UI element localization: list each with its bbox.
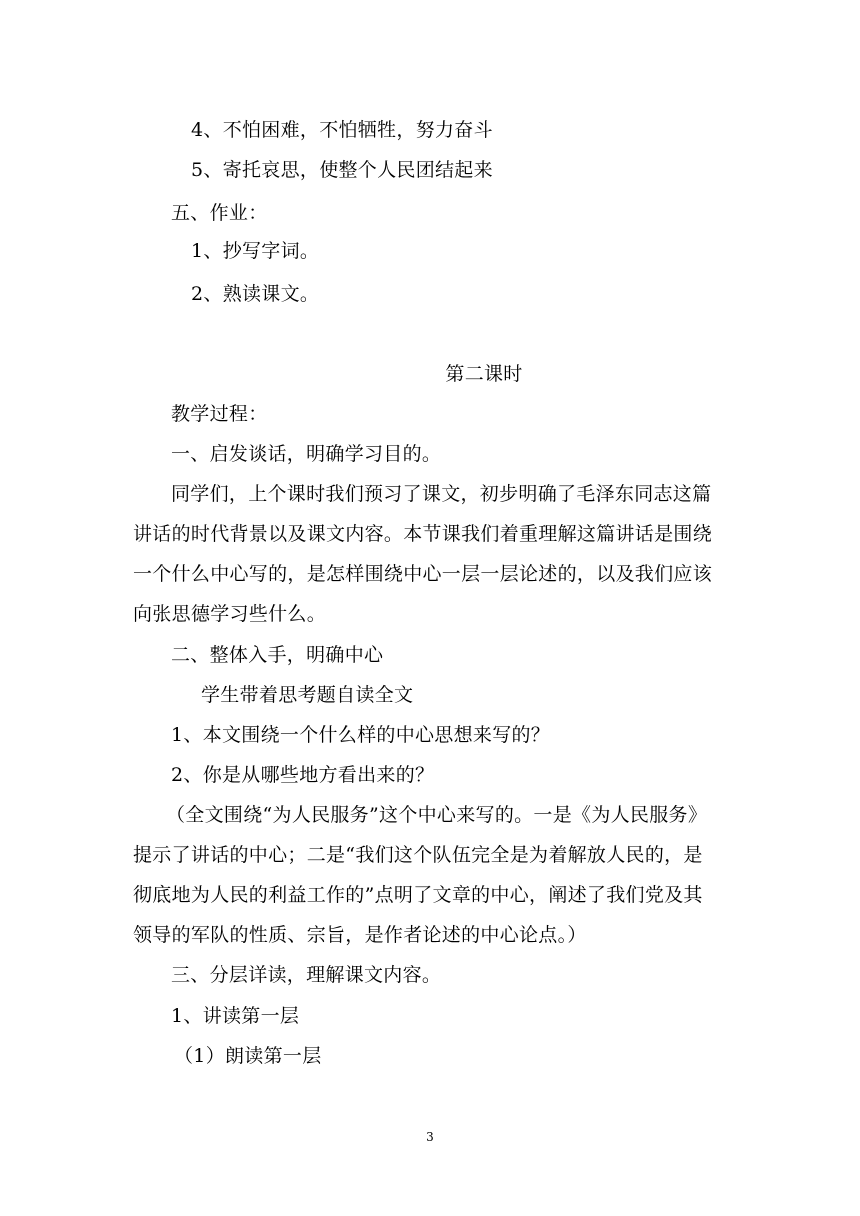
section-heading: 五、作业：	[171, 202, 268, 224]
section-heading: 教学过程：	[171, 403, 268, 425]
section-heading: 三、分层详读，理解课文内容。	[171, 964, 442, 986]
paragraph-line: 向张思德学习些什么。	[133, 603, 327, 625]
list-item: 1、本文围绕一个什么样的中心思想来写的？	[171, 724, 551, 746]
paragraph-line: 彻底地为人民的利益工作的”点明了文章的中心，阐述了我们党及其	[133, 884, 703, 906]
list-item: 1、讲读第一层	[171, 1005, 300, 1027]
list-item: 2、你是从哪些地方看出来的？	[171, 764, 435, 786]
paragraph-line: （全文围绕“为人民服务”这个中心来写的。一是《为人民服务》	[166, 804, 708, 826]
lesson-title: 第二课时	[445, 363, 523, 385]
section-heading: 二、整体入手，明确中心	[171, 644, 384, 666]
paragraph-line: 学生带着思考题自读全文	[201, 684, 414, 706]
list-item: （1）朗读第一层	[174, 1045, 322, 1067]
paragraph-line: 领导的军队的性质、宗旨，是作者论述的中心论点。）	[133, 924, 587, 946]
paragraph-line: 一个什么中心写的，是怎样围绕中心一层一层论述的，以及我们应该	[133, 563, 713, 585]
paragraph-line: 提示了讲话的中心；二是“我们这个队伍完全是为着解放人民的，是	[133, 844, 703, 866]
paragraph-line: 讲话的时代背景以及课文内容。本节课我们着重理解这篇讲话是围绕	[133, 523, 713, 545]
paragraph-line: 同学们，上个课时我们预习了课文，初步明确了毛泽东同志这篇	[171, 483, 712, 505]
list-item: 4、不怕困难，不怕牺牲，努力奋斗	[191, 119, 493, 141]
list-item: 2、熟读课文。	[191, 283, 320, 305]
page-number: 3	[426, 1130, 434, 1144]
list-item: 1、抄写字词。	[191, 240, 320, 262]
list-item: 5、寄托哀思，使整个人民团结起来	[191, 159, 493, 181]
section-heading: 一、启发谈话，明确学习目的。	[171, 443, 442, 465]
